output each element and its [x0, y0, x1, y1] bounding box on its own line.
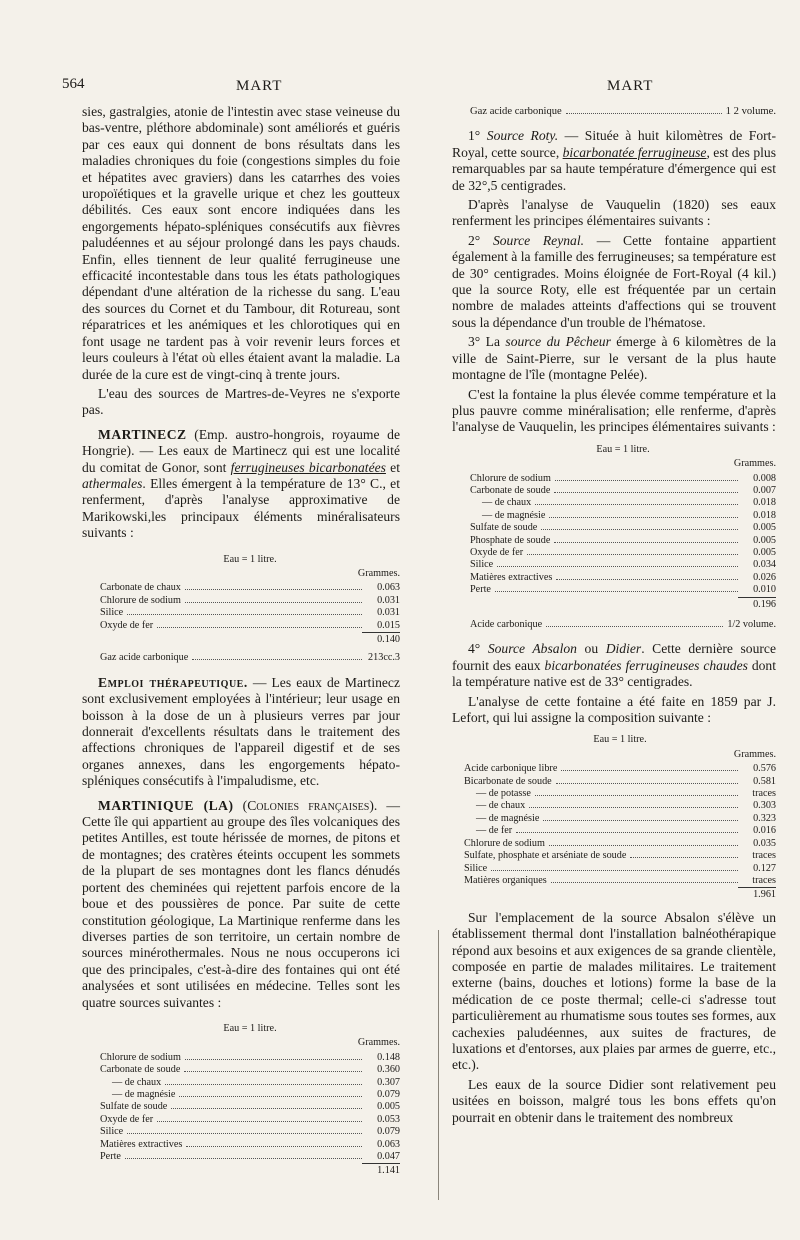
table-row: Silice 0.127 [464, 862, 776, 874]
table-row: — de magnésie 0.323 [476, 812, 776, 824]
source-absalon: 4° Source Absalon ou Didier. Cette dernière source fournit des eaux bicarbonatées ferrugineuses chaudes dont la température native est de 33° centigrades. [452, 641, 776, 690]
paragraph-export: L'eau des sources de Martres-de-Veyres ne s'exporte pas. [82, 385, 400, 418]
paragraph: D'après l'analyse de Vauquelin (1820) ses eaux renferment les principes élémentaires suivants : [452, 197, 776, 229]
table-row: — de magnésie 0.079 [112, 1088, 400, 1100]
entry-heading: MARTINIQUE (LA) [98, 797, 234, 813]
source-pecheur: 3° La source du Pêcheur émerge à 6 kilomètres de la ville de Saint-Pierre, sur le versant de la plus haute montagne de l'île (montagne Pelée). [452, 334, 777, 383]
analysis-table [470, 444, 776, 632]
table-unit: Grammes. [357, 1037, 400, 1049]
table-row: Silice 0.031 [100, 607, 400, 619]
left-column [82, 104, 400, 1186]
paragraph: L'analyse de cette fontaine a été faite en 1859 par J. Lefort, qui lui assigne la composition suivante : [452, 693, 776, 726]
table-row: Carbonate de soude 0.360 [100, 1064, 400, 1076]
table-row: Matières extractives 0.026 [470, 571, 776, 583]
table-total: 1.961 [464, 887, 776, 901]
table-row: — de chaux 0.307 [112, 1076, 400, 1088]
table-caption: Eau = 1 litre. [593, 734, 647, 746]
gas-row: Gaz acide carbonique 1 2 volume. [470, 106, 776, 117]
table-row: Chlorure de sodium 0.031 [100, 594, 400, 606]
table-row: Phosphate de soude 0.005 [470, 534, 776, 546]
table-row: Sulfate de soude 0.005 [100, 1101, 400, 1113]
paragraph: C'est la fontaine la plus élevée comme température et la plus pauvre comme minéralisation; elle renferme, d'après l'analyse de Vauquelin, les principes élémentaires suivants : [452, 386, 776, 435]
entry-heading: Emploi thérapeutique. [98, 674, 248, 690]
table-unit: Grammes. [357, 567, 400, 579]
table-caption: Eau = 1 litre. [223, 1022, 277, 1034]
source-roty: 1° Source Roty. — Située à huit kilomètres de Fort-Royal, cette source, bicarbonatée ferrugineuse, est des plus remarquables par sa haute température d'émergence qui est de 32°,5 centigrades. [452, 128, 776, 193]
table-row: Oxyde de fer 0.015 [100, 619, 400, 631]
table-row: — de chaux 0.018 [482, 497, 776, 509]
analysis-table [100, 1023, 400, 1178]
table-row: Matières extractives 0.063 [100, 1138, 400, 1150]
table-row: Carbonate de chaux 0.063 [100, 582, 400, 594]
table-caption: Eau = 1 litre. [223, 553, 277, 565]
table-row: Chlorure de sodium 0.008 [470, 472, 776, 484]
table-unit: Grammes. [733, 458, 776, 470]
table-row: Chlorure de sodium 0.035 [464, 837, 776, 849]
gas-row: Acide carbonique 1/2 volume. [470, 619, 776, 630]
running-head-left: MART [236, 78, 283, 94]
table-row: Oxyde de fer 0.005 [470, 546, 776, 558]
page-number: 564 [62, 76, 85, 92]
table-row: Chlorure de sodium 0.148 [100, 1051, 400, 1063]
table-caption: Eau = 1 litre. [596, 443, 650, 455]
table-row: Perte 0.047 [100, 1151, 400, 1162]
gas-row: Gaz acide carbonique 213cc.3 [100, 652, 400, 664]
table-row: — de chaux 0.303 [476, 800, 776, 812]
right-column [452, 104, 776, 1129]
table-row: Acide carbonique libre 0.576 [464, 763, 776, 775]
paragraph-establishment: Sur l'emplacement de la source Absalon s'élève un établissement thermal dont l'installation balnéothérapique répond aux besoins et aux exigences de sa grande clientèle, composée en partie de malades militaires. Le traitement externe (bains, douches et lotions) forme la base de la médication de ce poste thermal; celle-ci s'adresse tout particulièrement au rhumatisme sous toutes ses formes, aux cachexies paludéennes, aux suites de fractures, de luxations et d'entorses, aux plaies par armes de guerre, etc., etc.). [452, 909, 776, 1073]
table-total: 1.141 [100, 1163, 400, 1177]
table-unit: Grammes. [733, 748, 776, 760]
entry-martinecz: MARTINECZ (Emp. austro-hongrois, royaume de Hongrie). — Les eaux de Martinecz qui est une localité du comitat de Gonor, sont ferrugineuses bicarbonatées et athermales. Elles émergent à la température de 13° C., et renferment, d'après l'analyse approximative de Marikowski,les principaux éléments minéralisateurs suivants : [82, 426, 400, 541]
table-row: Silice 0.079 [100, 1126, 400, 1138]
column-rule [438, 930, 439, 1200]
entry-martinique: MARTINIQUE (LA) (Colonies françaises). — Cette île qui appartient au groupe des îles volcaniques des petites Antilles, est toute hérissée de mornes, de pitons et de montagnes; des cratères éteints occupent les sommets de la plupart de ses montagnes dont les flancs dénudés portent des cheminées qui rejettent parfois encore de la boue et des poussières de ponce. Par suite de cette constitution géologique, La Martinique renferme dans les diverses parties de son territoire, un certain nombre de sources minérothermales. Nous ne nous occuperons ici que des principales, c'est-à-dire des fontaines qui ont été analysées et sont utilisées en médecine. Telles sont les quatre sources suivantes : [82, 797, 400, 1010]
table-row: Perte 0.010 [470, 584, 776, 596]
source-reynal: 2° Source Reynal. — Cette fontaine appartient également à la famille des ferrugineuses; sa température est de 30° centigrades. Moins éloignée de Fort-Royal (4 kil.) que la source Roty, elle est fréquentée par un certain nombre de malades atteints d'affections qui se trouvent sous la dépendance d'un trouble de l'hématose. [452, 232, 776, 330]
running-head-right: MART [607, 78, 654, 94]
entry-heading: MARTINECZ [98, 426, 187, 442]
table-row: Sulfate, phosphate et arséniate de soude traces [464, 850, 776, 862]
analysis-table [100, 554, 400, 665]
table-row: — de magnésie 0.018 [482, 509, 776, 521]
table-row: Silice 0.034 [470, 559, 776, 571]
table-row: Oxyde de fer 0.053 [100, 1113, 400, 1125]
table-row: Sulfate de soude 0.005 [470, 522, 776, 534]
table-total: 0.196 [470, 597, 776, 611]
table-row: Bicarbonate de soude 0.581 [464, 775, 776, 787]
table-row: Matières organiques traces [464, 874, 776, 886]
analysis-table [464, 734, 776, 901]
table-total: 0.140 [100, 632, 400, 646]
table-row: Carbonate de soude 0.007 [470, 484, 776, 496]
table-row: — de potasse traces [476, 788, 776, 800]
table-row: — de fer 0.016 [476, 825, 776, 837]
paragraph-didier: Les eaux de la source Didier sont relativement peu usitées en boisson, malgré tous les bons effets qu'on pourrait en obtenir dans le traitement des nombreux [452, 1076, 776, 1125]
entry-emploi: Emploi thérapeutique. — Les eaux de Martinecz sont exclusivement employées à l'intérieur; leur usage en boisson à la dose de un à plusieurs verres par jour donnerait d'excellents résultats dans le traitement des affections chroniques de l'appareil digestif et de ses organes annexes, dans les engorgements hépato-spléniques consécutifs à l'impaludisme, etc. [82, 674, 400, 789]
paragraph-continued: sies, gastralgies, atonie de l'intestin avec stase veineuse du bas-ventre, pléthore abdominale) sont améliorés et guéris par ces eaux qui donnent de bons résultats dans les maladies chroniques du foie (congestions simples du foie et hépatites avec graviers) dans les catarrhes des voies uropoïétiques et la gravelle urique et chez les goutteux débilités. Ces eaux sont encore indiquées dans les engorgements hépato-spléniques consécutifs aux fièvres paludéennes et au séjour prolongé dans les pays chauds. Enfin, elles tiennent de leur qualité ferrugineuse une efficacité incontestable dans tous les états pathologiques dépendant d'une altération de la richesse du sang. L'eau des sources du Cornet et du Tambour, dit Rotureau, sont réparatrices et les anémiques et les chlorotiques qui en font usage ne tardent pas à voir revenir leurs forces et leurs couleurs à l'état où elles étaient avant la maladie. La durée de la cure est de vingt-cinq à trente jours. [82, 104, 400, 382]
